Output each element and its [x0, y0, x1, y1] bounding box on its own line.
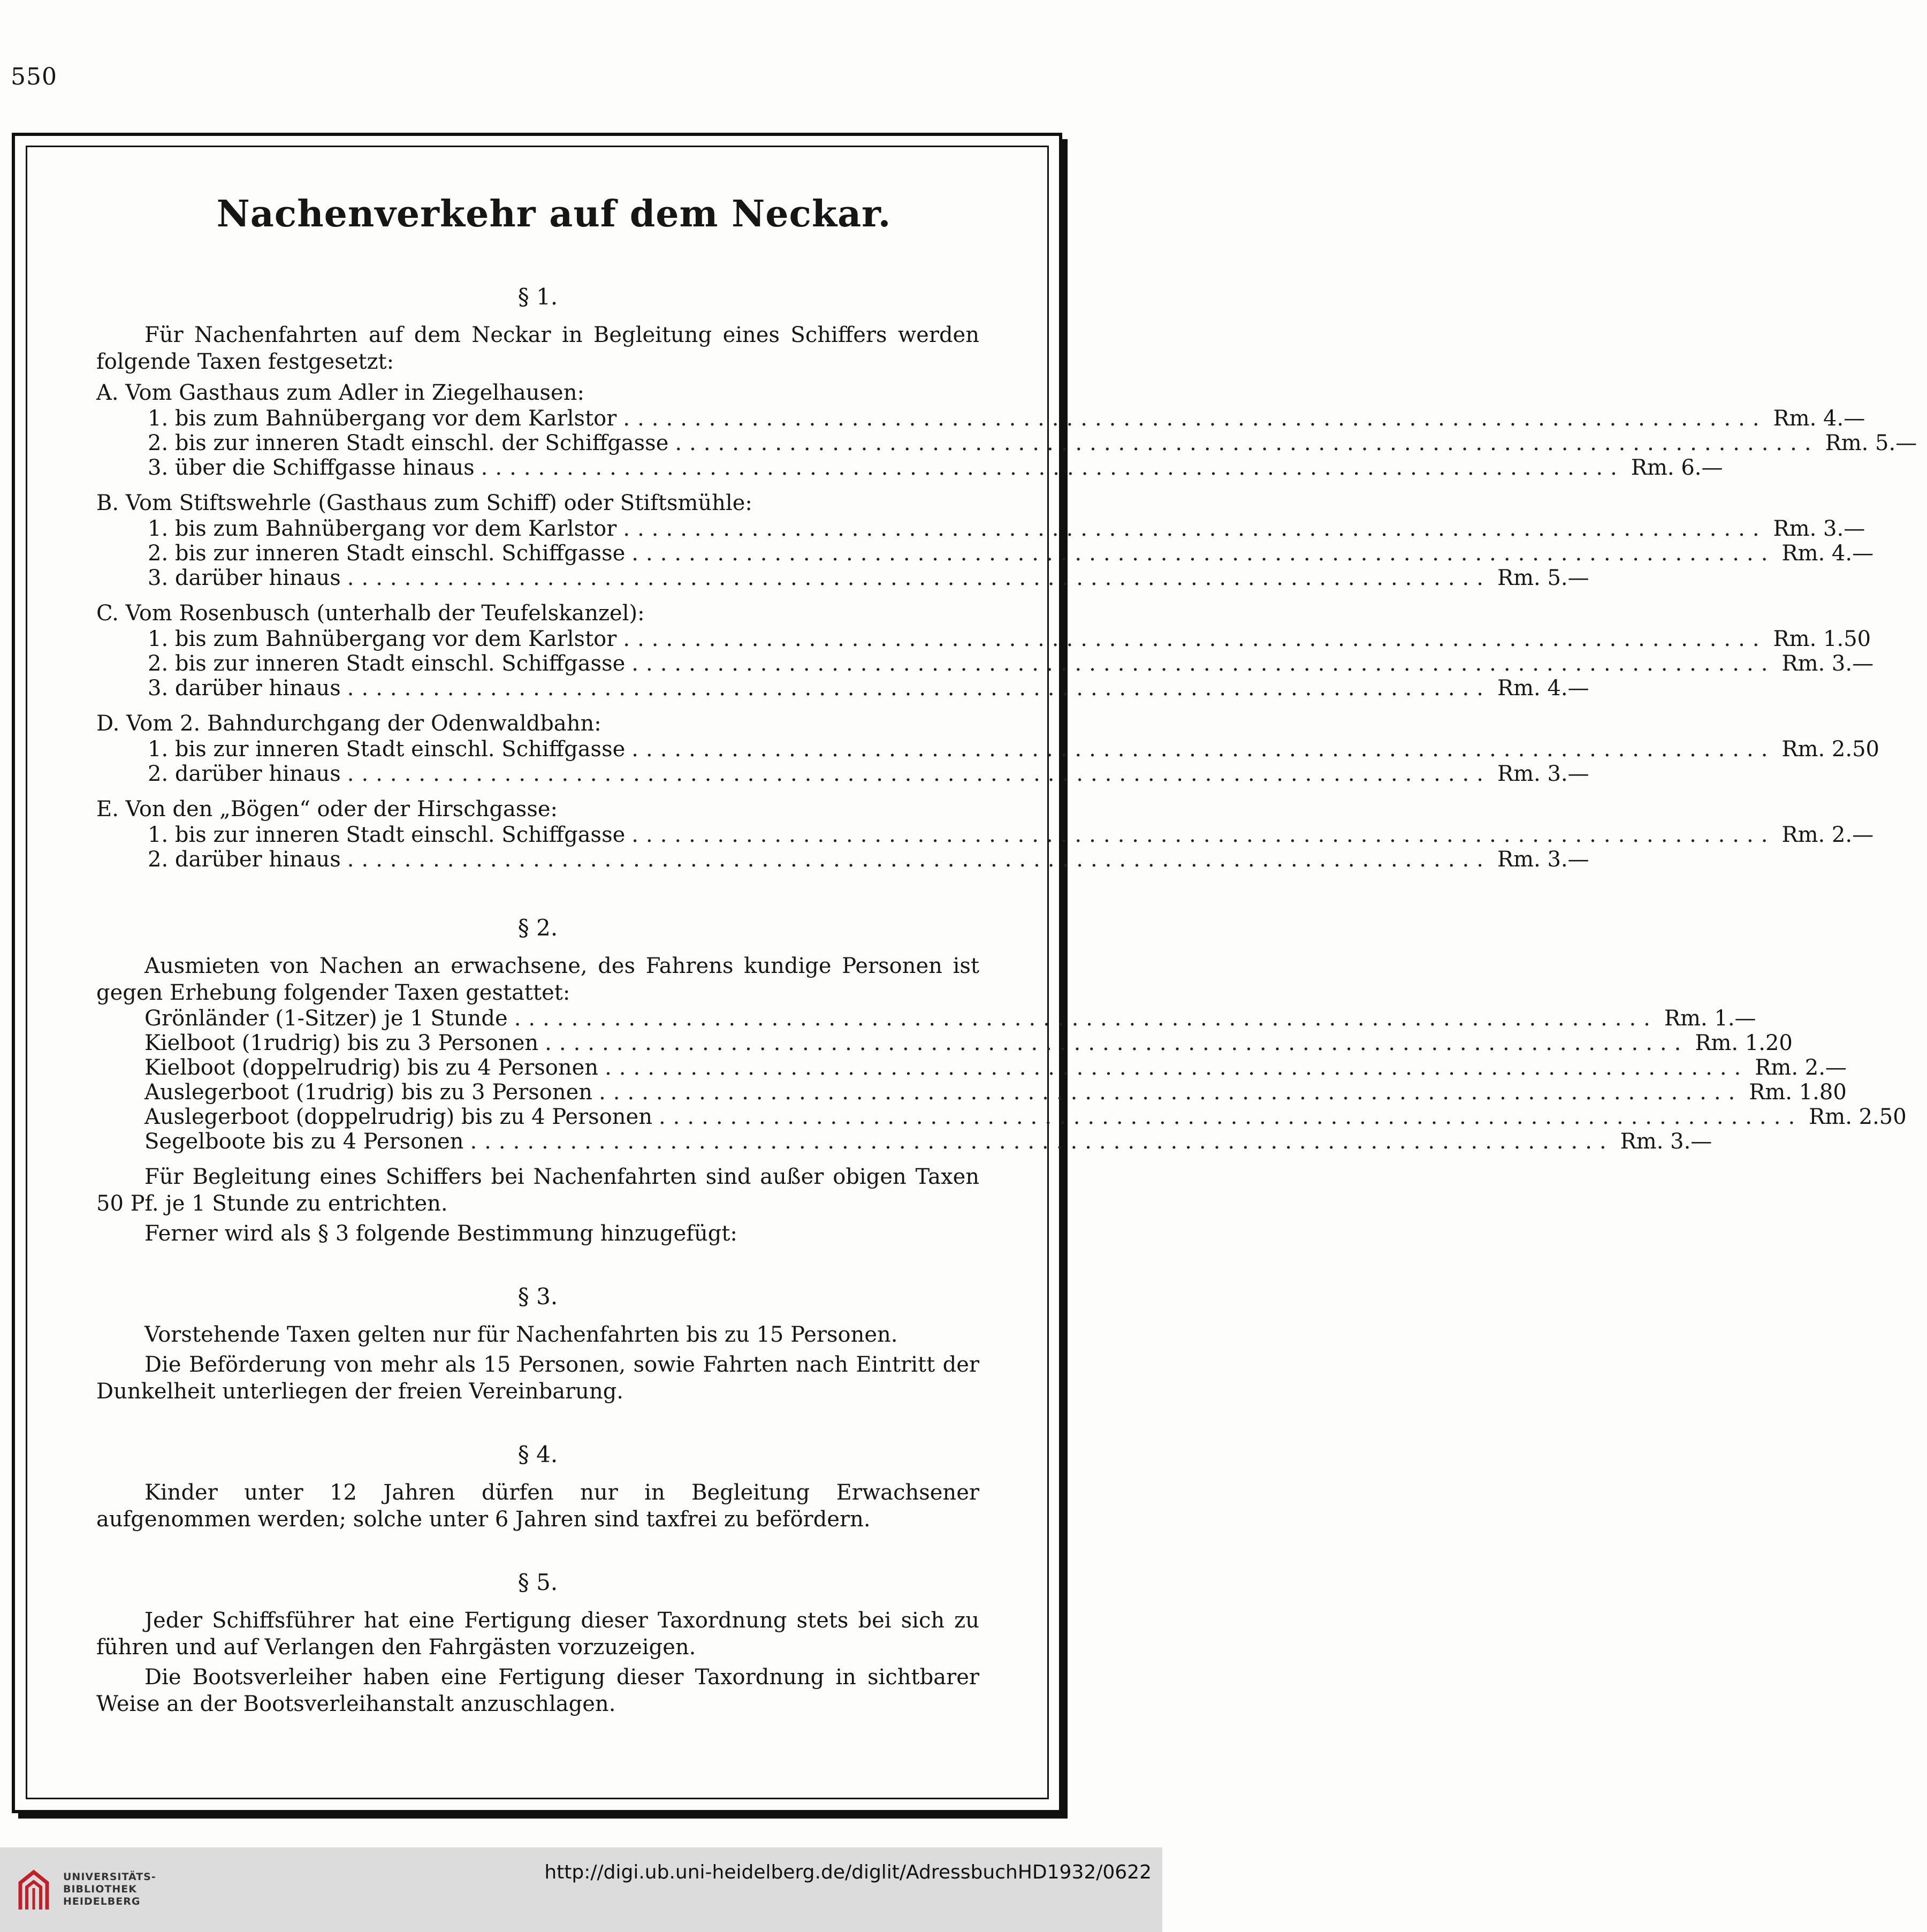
tariff-row	[148, 823, 1874, 847]
library-logo-icon	[15, 1867, 52, 1915]
library-logo-text	[63, 1871, 156, 1908]
frame-shadow-right	[1062, 139, 1068, 1819]
tariff-row	[144, 1080, 1847, 1105]
tariff-row	[148, 737, 1879, 762]
tariff-price: Rm. 1.—	[1664, 1006, 1756, 1031]
tariff-row	[148, 762, 1589, 786]
dot-leader: ................................................................................	[631, 737, 1776, 762]
dot-leader: ................................................................................	[347, 762, 1491, 786]
tariff-label: Segelboote bis zu 4 Personen	[144, 1129, 464, 1154]
section-3-para-1: Vorstehende Taxen gelten nur für Nachenfahrten bis zu 15 Personen.	[144, 1322, 898, 1347]
section-mark-2: § 2.	[517, 915, 558, 941]
dot-leader: ................................................................................	[605, 1055, 1749, 1080]
tariff-price: Rm. 3.—	[1497, 762, 1589, 786]
tariff-label: 2. bis zur inneren Stadt einschl. Schiffgasse	[148, 541, 626, 566]
tariff-row	[144, 1006, 1756, 1031]
tariff-price: Rm. 4.—	[1497, 676, 1589, 701]
tariff-price: Rm. 4.—	[1773, 406, 1865, 431]
section-mark-4: § 4.	[517, 1441, 558, 1467]
dot-leader: ................................................................................	[623, 516, 1767, 541]
tariff-row	[148, 406, 1865, 431]
section-mark-1: § 1.	[517, 284, 558, 310]
tariff-price: Rm. 3.—	[1620, 1129, 1712, 1154]
tariff-row	[148, 651, 1874, 676]
tariff-row	[144, 1105, 1907, 1129]
tariff-row	[148, 627, 1871, 651]
tariff-price: Rm. 3.—	[1773, 516, 1865, 541]
tariff-price: Rm. 3.—	[1781, 651, 1874, 676]
section-3-para-2: Die Beförderung von mehr als 15 Personen, sowie Fahrten nach Eintritt der Dunkelheit unterliegen der freien Vereinbarung.	[96, 1352, 979, 1404]
tariff-label: Auslegerboot (1rudrig) bis zu 3 Personen	[144, 1080, 593, 1105]
tariff-label: 3. über die Schiffgasse hinaus	[148, 455, 475, 480]
dot-leader: ................................................................................	[658, 1105, 1803, 1129]
section-2-note-escort: Für Begleitung eines Schiffers bei Nachenfahrten sind außer obigen Taxen 50 Pf. je 1 Stunde zu entrichten.	[96, 1165, 979, 1216]
tariff-price: Rm. 2.—	[1755, 1055, 1847, 1080]
tariff-price: Rm. 2.—	[1781, 823, 1874, 847]
dot-leader: ................................................................................	[470, 1129, 1614, 1154]
section-2-rental-list	[144, 1006, 1907, 1154]
tariff-label: 1. bis zum Bahnübergang vor dem Karlstor	[148, 627, 617, 651]
tariff-row	[144, 1055, 1847, 1080]
tariff-price: Rm. 3.—	[1497, 847, 1589, 872]
section-mark-5: § 5.	[517, 1569, 558, 1595]
tariff-group-rows	[148, 823, 1874, 872]
section-1-intro: Für Nachenfahrten auf dem Neckar in Begleitung eines Schiffers werden folgende Taxen festgesetzt:	[96, 323, 979, 374]
section-2-intro: Ausmieten von Nachen an erwachsene, des Fahrens kundige Personen ist gegen Erhebung folgender Taxen gestattet:	[96, 954, 979, 1005]
tariff-group-rows	[148, 406, 1917, 480]
tariff-label: Kielboot (doppelrudrig) bis zu 4 Personen	[144, 1055, 599, 1080]
tariff-row	[148, 516, 1865, 541]
page-number: 550	[11, 63, 57, 90]
logo-line-2: BIBLIOTHEK	[63, 1883, 137, 1895]
section-1-tariff-groups	[96, 379, 1917, 872]
tariff-row	[148, 431, 1917, 455]
tariff-row	[144, 1031, 1793, 1055]
dot-leader: ................................................................................	[545, 1031, 1689, 1055]
section-mark-3: § 3.	[517, 1283, 558, 1310]
tariff-label: 2. darüber hinaus	[148, 847, 341, 872]
document-content	[96, 193, 1917, 1721]
tariff-label: 1. bis zum Bahnübergang vor dem Karlstor	[148, 406, 617, 431]
tariff-price: Rm. 5.—	[1497, 566, 1589, 590]
page-title: Nachenverkehr auf dem Neckar.	[216, 193, 892, 235]
tariff-price: Rm. 1.80	[1749, 1080, 1847, 1105]
dot-leader: ................................................................................	[514, 1006, 1658, 1031]
logo-line-1: UNIVERSITÄTS-	[63, 1871, 156, 1883]
tariff-row	[144, 1129, 1712, 1154]
tariff-group-rows	[148, 627, 1874, 701]
tariff-group-heading: B. Vom Stiftswehrle (Gasthaus zum Schiff) oder Stiftsmühle:	[96, 491, 752, 515]
tariff-label: 2. bis zur inneren Stadt einschl. der Schiffgasse	[148, 431, 669, 455]
tariff-group-heading: C. Vom Rosenbusch (unterhalb der Teufelskanzel):	[96, 601, 645, 626]
dot-leader: ................................................................................	[675, 431, 1819, 455]
tariff-price: Rm. 5.—	[1825, 431, 1917, 455]
dot-leader: ................................................................................	[599, 1080, 1743, 1105]
dot-leader: ................................................................................	[623, 406, 1767, 431]
dot-leader: ................................................................................	[347, 566, 1491, 590]
tariff-label: 2. bis zur inneren Stadt einschl. Schiffgasse	[148, 651, 626, 676]
tariff-group-rows	[148, 516, 1874, 590]
tariff-price: Rm. 1.50	[1773, 627, 1871, 651]
tariff-group-rows	[148, 737, 1879, 786]
dot-leader: ................................................................................	[631, 651, 1776, 676]
section-5-para-2: Die Bootsverleiher haben eine Fertigung dieser Taxordnung in sichtbarer Weise an der Bootsverleihanstalt anzuschlagen.	[96, 1665, 979, 1716]
section-2-note-addition: Ferner wird als § 3 folgende Bestimmung hinzugefügt:	[144, 1221, 737, 1246]
tariff-label: 3. darüber hinaus	[148, 566, 341, 590]
dot-leader: ................................................................................	[481, 455, 1625, 480]
tariff-label: 3. darüber hinaus	[148, 676, 341, 701]
tariff-label: 2. darüber hinaus	[148, 762, 341, 786]
dot-leader: ................................................................................	[631, 541, 1776, 566]
tariff-label: Auslegerboot (doppelrudrig) bis zu 4 Personen	[144, 1105, 652, 1129]
tariff-label: Kielboot (1rudrig) bis zu 3 Personen	[144, 1031, 539, 1055]
tariff-label: Grönländer (1-Sitzer) je 1 Stunde	[144, 1006, 508, 1031]
tariff-row	[148, 676, 1589, 701]
tariff-price: Rm. 2.50	[1809, 1105, 1907, 1129]
section-4-para-1: Kinder unter 12 Jahren dürfen nur in Begleitung Erwachsener aufgenommen werden; solche unter 6 Jahren sind taxfrei zu befördern.	[96, 1480, 979, 1532]
tariff-row	[148, 541, 1874, 566]
tariff-price: Rm. 1.20	[1695, 1031, 1793, 1055]
logo-line-3: HEIDELBERG	[63, 1896, 141, 1907]
tariff-label: 1. bis zum Bahnübergang vor dem Karlstor	[148, 516, 617, 541]
tariff-label: 1. bis zur inneren Stadt einschl. Schiffgasse	[148, 823, 626, 847]
footer-bar	[0, 1847, 1162, 1932]
dot-leader: ................................................................................	[631, 823, 1776, 847]
tariff-row	[148, 566, 1589, 590]
tariff-group-heading: D. Vom 2. Bahndurchgang der Odenwaldbahn:	[96, 711, 601, 736]
tariff-price: Rm. 4.—	[1781, 541, 1874, 566]
tariff-price: Rm. 6.—	[1631, 455, 1723, 480]
tariff-group-heading: E. Von den „Bögen“ oder der Hirschgasse:	[96, 797, 558, 822]
tariff-label: 1. bis zur inneren Stadt einschl. Schiffgasse	[148, 737, 626, 762]
dot-leader: ................................................................................	[347, 676, 1491, 701]
tariff-group-heading: A. Vom Gasthaus zum Adler in Ziegelhausen:	[96, 381, 584, 405]
tariff-row	[148, 455, 1723, 480]
section-5-para-1: Jeder Schiffsführer hat eine Fertigung dieser Taxordnung stets bei sich zu führen und auf Verlangen den Fahrgästen vorzuzeigen.	[96, 1608, 979, 1660]
tariff-price: Rm. 2.50	[1781, 737, 1879, 762]
source-url-link[interactable]: http://digi.ub.uni-heidelberg.de/diglit/AdressbuchHD1932/0622	[544, 1861, 1152, 1883]
tariff-row	[148, 847, 1589, 872]
dot-leader: ................................................................................	[347, 847, 1491, 872]
dot-leader: ................................................................................	[623, 627, 1767, 651]
frame-shadow-bottom	[18, 1813, 1068, 1819]
